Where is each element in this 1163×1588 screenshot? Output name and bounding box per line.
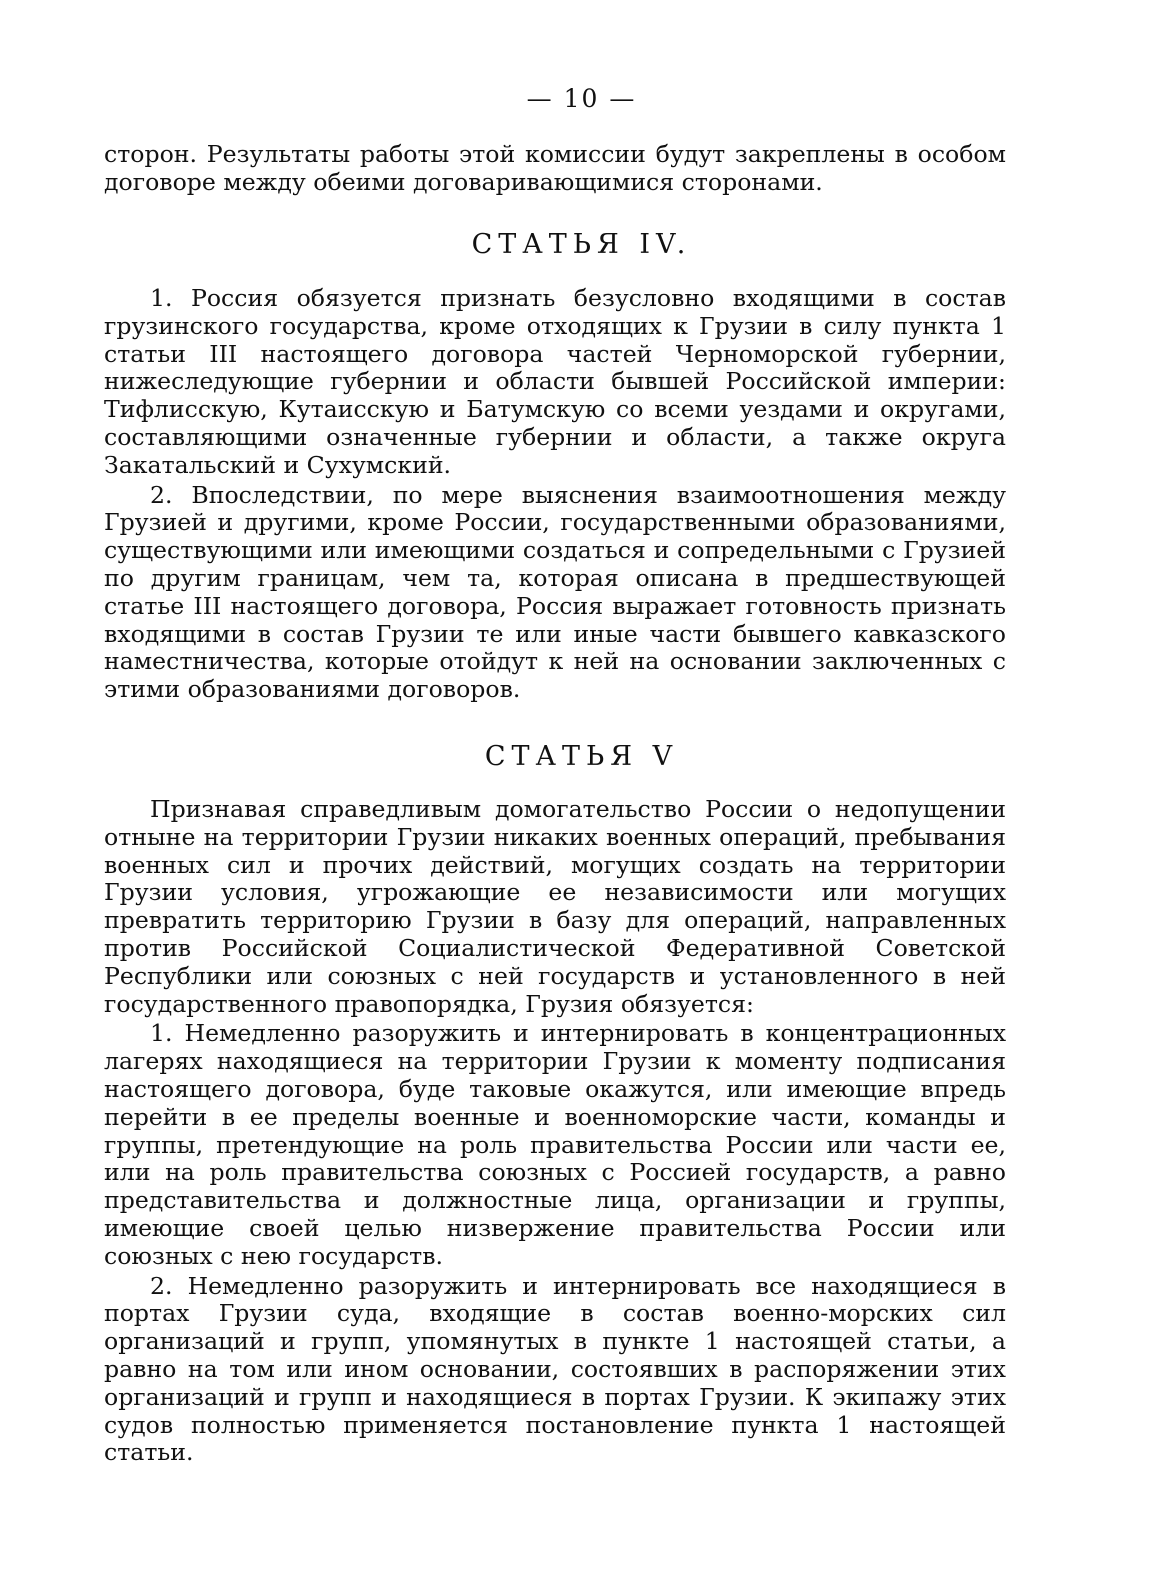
page-number: — 10 —	[526, 84, 637, 113]
article-v-heading: СТАТЬЯ V	[484, 741, 679, 772]
article-iv-paragraph-2: 2. Впоследствии, по мере выяснения взаимоотношения между Грузией и другими, кроме России, государственными образованиями, существующими или имеющими создаться и сопредельными с Грузией по другим границам, чем та, которая описана в предшествующей статье III настоящего договора, Россия выражает готовность признать входящими в состав Грузии те или иные части бывшего кавказского наместничества, которые отойдут к ней на основании заключенных с этими образованиями договоров.	[104, 480, 1006, 704]
article-iv-body	[104, 285, 1006, 704]
article-v-paragraph-intro: Признавая справедливым домогательство России о недопущении отныне на территории Грузии никаких военных операций, пребывания военных сил и прочих действий, могущих создать на территории Грузии условия, угрожающие ее независимости или могущих превратить территорию Грузии в базу для операций, направленных против Российской Социалистической Федеративной Советской Республики или союзных с ней государств и установленного в ней государственного правопорядка, Грузия обязуется:	[104, 795, 1006, 1018]
article-v-body	[104, 796, 1006, 1467]
article-iv-heading: СТАТЬЯ IV.	[471, 229, 692, 260]
intro-paragraph: сторон. Результаты работы этой комиссии будут закреплены в особом договоре между обеими договаривающимися сторонами.	[104, 140, 1006, 196]
article-iv-paragraph-1: 1. Россия обязуется признать безусловно входящими в состав грузинского государства, кроме отходящих к Грузии в силу пункта 1 статьи III настоящего договора частей Черноморской губернии, нижеследующие губернии и области бывшей Российской империи: Тифлисскую, Кутаисскую и Батумскую со всеми уездами и округами, составляющими означенные губернии и области, а также округа Закатальский и Сухумский.	[104, 284, 1006, 479]
intro-paragraph-block	[104, 141, 1006, 197]
article-v-paragraph-2: 2. Немедленно разоружить и интернировать все находящиеся в портах Грузии суда, входящие в состав военно-морских сил организаций и групп, упомянутых в пункте 1 настоящей статьи, а равно на том или ином основании, состоявших в распоряжении этих организаций и групп и находящиеся в портах Грузии. К экипажу этих судов полностью применяется постановление пункта 1 настоящей статьи.	[104, 1271, 1006, 1467]
article-v-paragraph-1: 1. Немедленно разоружить и интернировать в концентрационных лагерях находящиеся на территории Грузии к моменту подписания настоящего договора, буде таковые окажутся, или имеющие впредь перейти в ее пределы военные и военноморские части, команды и группы, претендующие на роль правительства России или части ее, или на роль правительства союзных с Россией государств, а равно представительства и должностные лица, организации и группы, имеющие своей целью низвержение правительства России или союзных с нею государств.	[104, 1019, 1006, 1270]
